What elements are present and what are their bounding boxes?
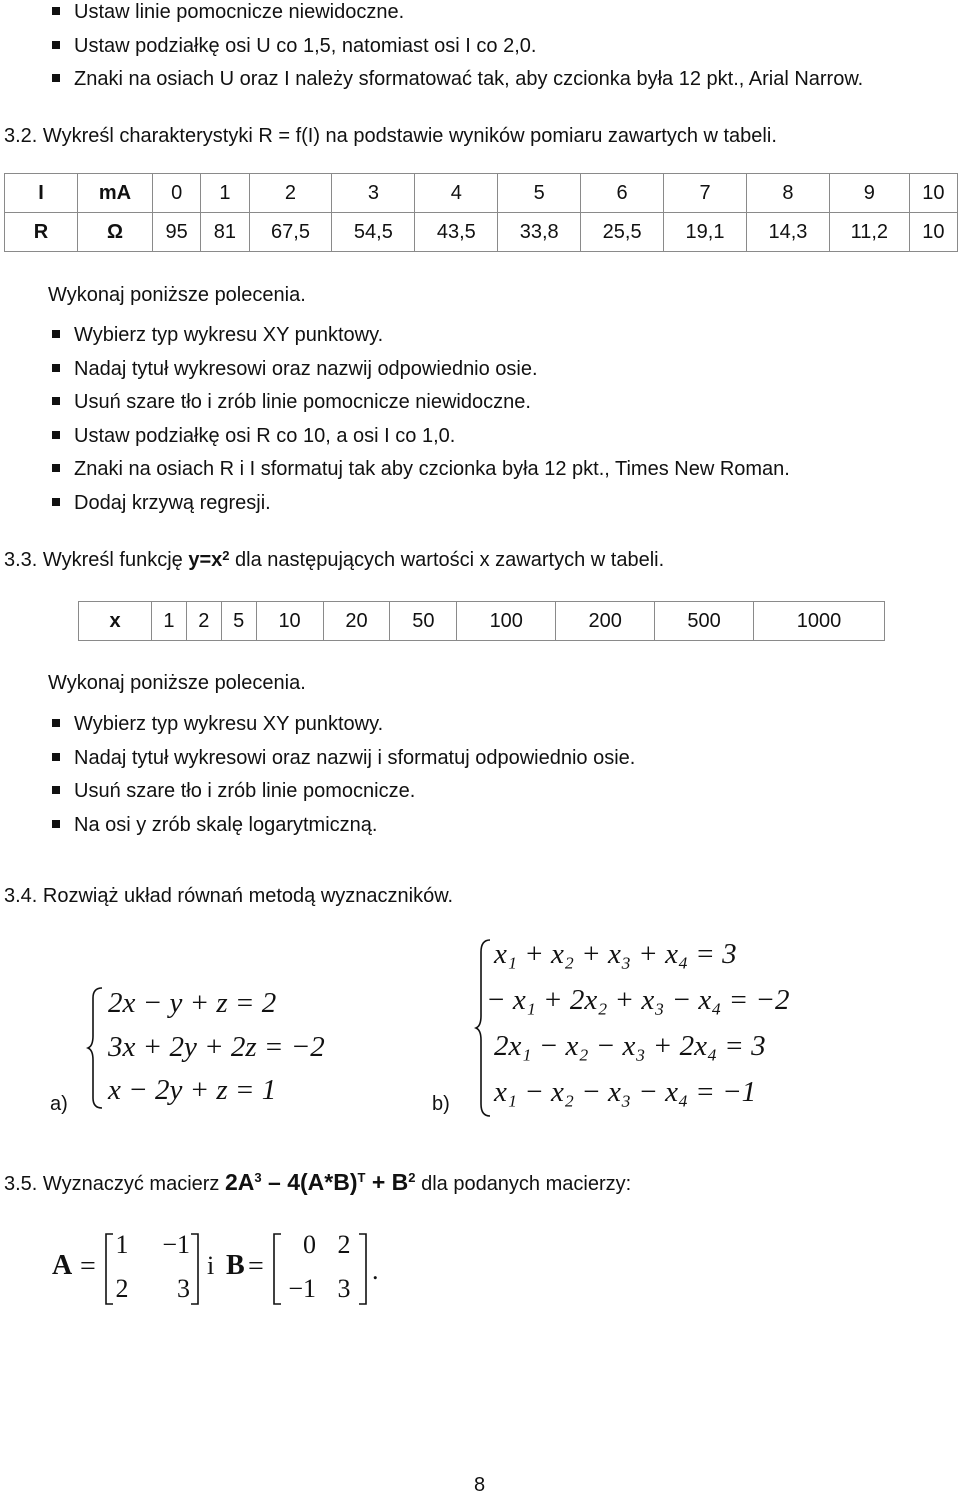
section-3-3-heading: [4, 548, 664, 572]
table-cell: 33,8: [498, 213, 581, 252]
system-b-brace-icon: [474, 938, 494, 1118]
expr-exponent: 2: [408, 1170, 416, 1185]
system-a-equation-1: 2x − y + z = 2: [108, 987, 277, 1019]
list-item: Ustaw podziałkę osi R co 10, a osi I co 1,0.: [52, 424, 790, 458]
list-item: Dodaj krzywą regresji.: [52, 491, 790, 525]
section-3-3-table: [78, 601, 885, 641]
table-cell: x: [79, 602, 152, 641]
expr-part: 2A: [225, 1169, 255, 1195]
table-cell: 6: [581, 174, 664, 213]
table-cell: R: [5, 213, 78, 252]
table-cell: 43,5: [415, 213, 498, 252]
table-cell: 67,5: [249, 213, 332, 252]
matrix-b-cell: 2: [337, 1230, 351, 1259]
section-3-3-intro: Wykonaj poniższe polecenia.: [48, 672, 306, 694]
table-cell: 3: [332, 174, 415, 213]
table-cell: 9: [829, 174, 909, 213]
table-cell: 1: [152, 602, 187, 641]
expr-exponent: T: [357, 1170, 366, 1185]
list-item: Na osi y zrób skalę logarytmiczną.: [52, 813, 635, 847]
list-item: Usuń szare tło i zrób linie pomocnicze niewidoczne.: [52, 390, 790, 424]
table-cell: 200: [556, 602, 655, 641]
section-3-3-bullets: [52, 712, 635, 846]
table-cell: 2: [249, 174, 332, 213]
list-item: Wybierz typ wykresu XY punktowy.: [52, 323, 790, 357]
heading-text: dla następujących wartości x zawartych w tabeli.: [229, 549, 665, 571]
table-cell: 7: [664, 174, 747, 213]
table-cell: 4: [415, 174, 498, 213]
table-cell: 95: [153, 213, 201, 252]
matrix-a-name: A: [52, 1250, 73, 1281]
list-item: Nadaj tytuł wykresowi oraz nazwij odpowiednio osie.: [52, 357, 790, 391]
table-cell: 20: [323, 602, 390, 641]
section-3-2-intro: Wykonaj poniższe polecenia.: [48, 284, 306, 306]
table-cell: 10: [909, 213, 957, 252]
function-exponent: 2: [222, 548, 230, 563]
expr-exponent: 3: [254, 1170, 262, 1185]
table-cell: 8: [746, 174, 829, 213]
section-3-5-heading: [4, 1170, 631, 1196]
system-b-label: b): [432, 1093, 450, 1115]
matrix-a-cell: 3: [177, 1274, 190, 1303]
table-cell: mA: [78, 174, 153, 213]
table-cell: 1: [201, 174, 249, 213]
list-item: Ustaw linie pomocnicze niewidoczne.: [52, 0, 863, 34]
matrix-b-cell: 3: [337, 1274, 351, 1303]
table-cell: 81: [201, 213, 249, 252]
table-cell: 5: [498, 174, 581, 213]
system-b-equation-1: x₁ + x₂ + x₃ + x₄ = 3: [494, 938, 737, 970]
system-b-equation-3: 2x₁ − x₂ − x₃ + 2x₄ = 3: [494, 1030, 766, 1062]
list-item: Usuń szare tło i zrób linie pomocnicze.: [52, 779, 635, 813]
list-item: Ustaw podziałkę osi U co 1,5, natomiast osi I co 2,0.: [52, 34, 863, 68]
matrix-a-cell: 1: [115, 1230, 129, 1259]
system-b-equation-4: x₁ − x₂ − x₃ − x₄ = −1: [494, 1076, 757, 1108]
table-cell: 50: [390, 602, 457, 641]
equals-sign: =: [248, 1251, 264, 1282]
matrix-b-name: B: [226, 1250, 245, 1281]
table-cell: 5: [221, 602, 256, 641]
top-bullet-list: [52, 0, 863, 101]
list-item: Znaki na osiach U oraz I należy sformatować tak, aby czcionka była 12 pkt., Arial Narrow.: [52, 67, 863, 101]
table-row: [79, 602, 885, 641]
matrix-a-cell: 2: [115, 1274, 129, 1303]
matrix-a-cell: −1: [162, 1230, 190, 1259]
table-cell: 2: [186, 602, 221, 641]
table-cell: I: [5, 174, 78, 213]
table-row: [5, 213, 958, 252]
table-cell: 0: [153, 174, 201, 213]
expr-part: + B: [365, 1169, 409, 1195]
heading-text: 3.5. Wyznaczyć macierz: [4, 1173, 225, 1195]
matrix-expression: [225, 1169, 416, 1195]
matrix-period: .: [372, 1256, 379, 1285]
section-3-2-heading: 3.2. Wykreśl charakterystyki R = f(I) na podstawie wyników pomiaru zawartych w tabeli.: [4, 125, 777, 147]
matrix-b-cell: −1: [288, 1274, 316, 1303]
table-cell: 500: [655, 602, 754, 641]
system-a-label: a): [50, 1093, 68, 1115]
matrix-b-cell: 0: [303, 1230, 316, 1259]
section-3-2-table: [4, 173, 958, 252]
table-cell: 100: [457, 602, 556, 641]
table-cell: 10: [909, 174, 957, 213]
list-item: Wybierz typ wykresu XY punktowy.: [52, 712, 635, 746]
table-cell: 25,5: [581, 213, 664, 252]
table-cell: 54,5: [332, 213, 415, 252]
list-item: Znaki na osiach R i I sformatuj tak aby czcionka była 12 pkt., Times New Roman.: [52, 457, 790, 491]
function-formula: y=x: [188, 549, 223, 571]
system-a-equation-3: x − 2y + z = 1: [108, 1074, 277, 1106]
table-cell: 11,2: [829, 213, 909, 252]
heading-text: dla podanych macierzy:: [415, 1173, 632, 1195]
table-row: [5, 174, 958, 213]
page-number: 8: [474, 1474, 486, 1496]
section-3-2-bullets: [52, 323, 790, 524]
table-cell: 10: [256, 602, 323, 641]
table-cell: 1000: [754, 602, 885, 641]
system-a-brace-icon: [86, 986, 106, 1110]
section-3-4-heading: 3.4. Rozwiąż układ równań metodą wyznaczników.: [4, 885, 454, 907]
expr-part: – 4(A*B): [261, 1169, 358, 1195]
table-cell: 14,3: [746, 213, 829, 252]
table-cell: 19,1: [664, 213, 747, 252]
system-a-equation-2: 3x + 2y + 2z = −2: [108, 1031, 325, 1063]
equals-sign: =: [80, 1251, 96, 1282]
heading-text: 3.3. Wykreśl funkcję: [4, 549, 189, 571]
system-b-equation-2: − x₁ + 2x₂ + x₃ − x₄ = −2: [486, 984, 790, 1016]
matrix-connector: i: [207, 1251, 215, 1280]
list-item: Nadaj tytuł wykresowi oraz nazwij i sformatuj odpowiednio osie.: [52, 746, 635, 780]
table-cell: Ω: [78, 213, 153, 252]
